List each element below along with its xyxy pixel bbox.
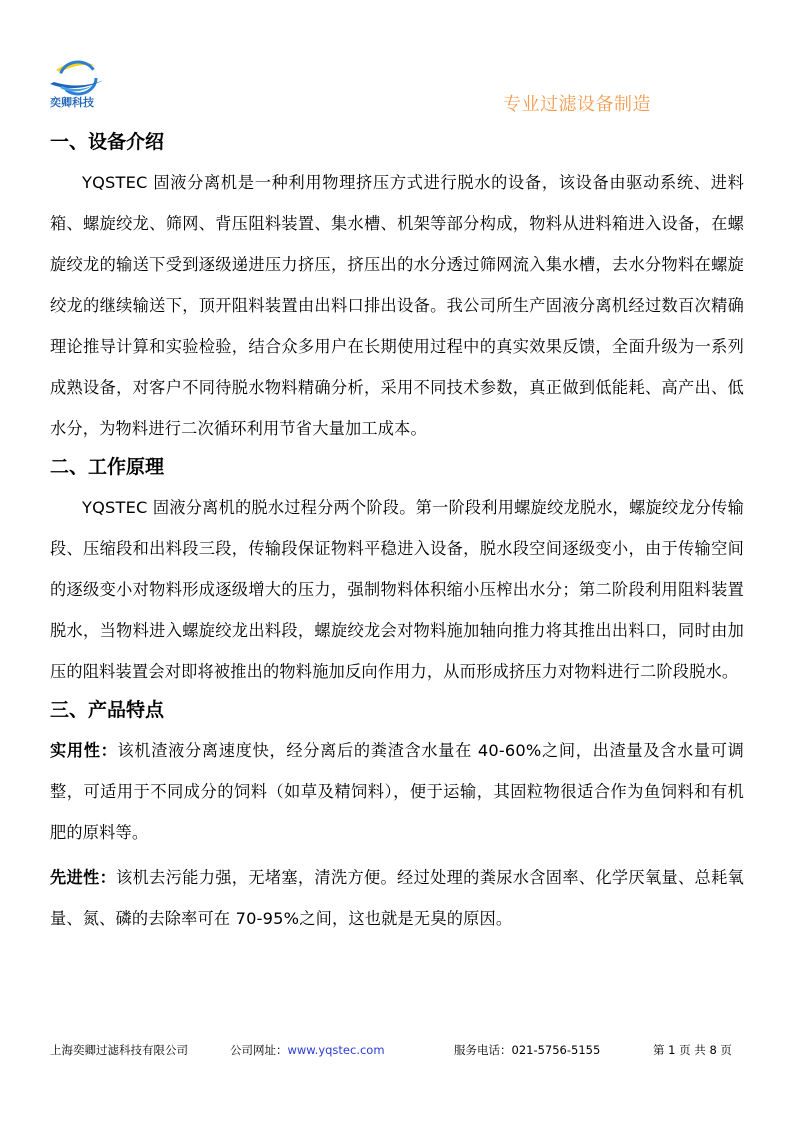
phone-number: 021-5756-5155 bbox=[511, 1043, 601, 1057]
section-paragraph: YQSTEC 固液分离机是一种利用物理挤压方式进行脱水的设备，该设备由驱动系统、进料箱、螺旋绞龙、筛网、背压阻料装置、集水槽、机架等部分构成，物料从进料箱进入设备，在螺旋绞龙的输送下受到逐级递进压力挤压，挤压出的水分透过筛网流入集水槽，去水分物料在螺旋绞龙的继续输送下，顶开阻料装置由出料口排出设备。我公司所生产固液分离机经过数百次精确理论推导计算和实验检验，结合众多用户在长期使用过程中的真实效果反馈，全面升级为一系列成熟设备，对客户不同待脱水物料精确分析，采用不同技术参数，真正做到低能耗、高产出、低水分，为物料进行二次循环利用节省大量加工成本。 bbox=[50, 173, 744, 438]
page-footer bbox=[50, 1042, 750, 1058]
document-body bbox=[50, 124, 744, 939]
section-intro bbox=[50, 124, 744, 449]
section-principle bbox=[50, 449, 744, 692]
website-label: 公司网址： bbox=[230, 1043, 288, 1057]
footer-company: 上海奕卿过滤科技有限公司 bbox=[50, 1043, 188, 1057]
section-title: 二、工作原理 bbox=[50, 456, 165, 478]
header-slogan: 专业过滤设备制造 bbox=[503, 94, 651, 115]
page-number: 第 1 页 共 8 页 bbox=[653, 1043, 732, 1057]
footer-phone bbox=[454, 1042, 600, 1058]
section-features bbox=[50, 692, 744, 939]
section-paragraph: YQSTEC 固液分离机的脱水过程分两个阶段。第一阶段利用螺旋绞龙脱水，螺旋绞龙分传输段、压缩段和出料段三段，传输段保证物料平稳进入设备，脱水段空间逐级变小，由于传输空间的逐级变小对物料形成逐级增大的压力，强制物料体积缩小压榨出水分；第二阶段利用阻料装置脱水，当物料进入螺旋绞龙出料段，螺旋绞龙会对物料施加轴向推力将其推出出料口，同时由加压的阻料装置会对即将被推出的物料施加反向作用力，从而形成挤压力对物料进行二阶段脱水。 bbox=[50, 498, 744, 681]
website-link[interactable]: www.yqstec.com bbox=[287, 1043, 385, 1057]
feature-practicality bbox=[50, 730, 744, 853]
logo-text: 奕卿科技 bbox=[50, 96, 94, 109]
feature-label: 实用性： bbox=[50, 741, 118, 760]
phone-label: 服务电话： bbox=[454, 1043, 512, 1057]
footer-website bbox=[230, 1042, 385, 1058]
feature-text: 该机渣液分离速度快，经分离后的粪渣含水量在 40-60%之间，出渣量及含水量可调整，可适用于不同成分的饲料（如草及精饲料），便于运输，其固粒物很适合作为鱼饲料和有机肥的原料等。 bbox=[50, 741, 745, 842]
section-title: 三、产品特点 bbox=[50, 699, 165, 721]
feature-text: 该机去污能力强，无堵塞，清洗方便。经过处理的粪尿水含固率、化学厌氧量、总耗氧量、氮、磷的去除率可在 70-95%之间，这也就是无臭的原因。 bbox=[50, 868, 744, 928]
feature-advancement bbox=[50, 857, 744, 939]
feature-label: 先进性： bbox=[50, 868, 117, 887]
section-title: 一、设备介绍 bbox=[50, 131, 165, 153]
